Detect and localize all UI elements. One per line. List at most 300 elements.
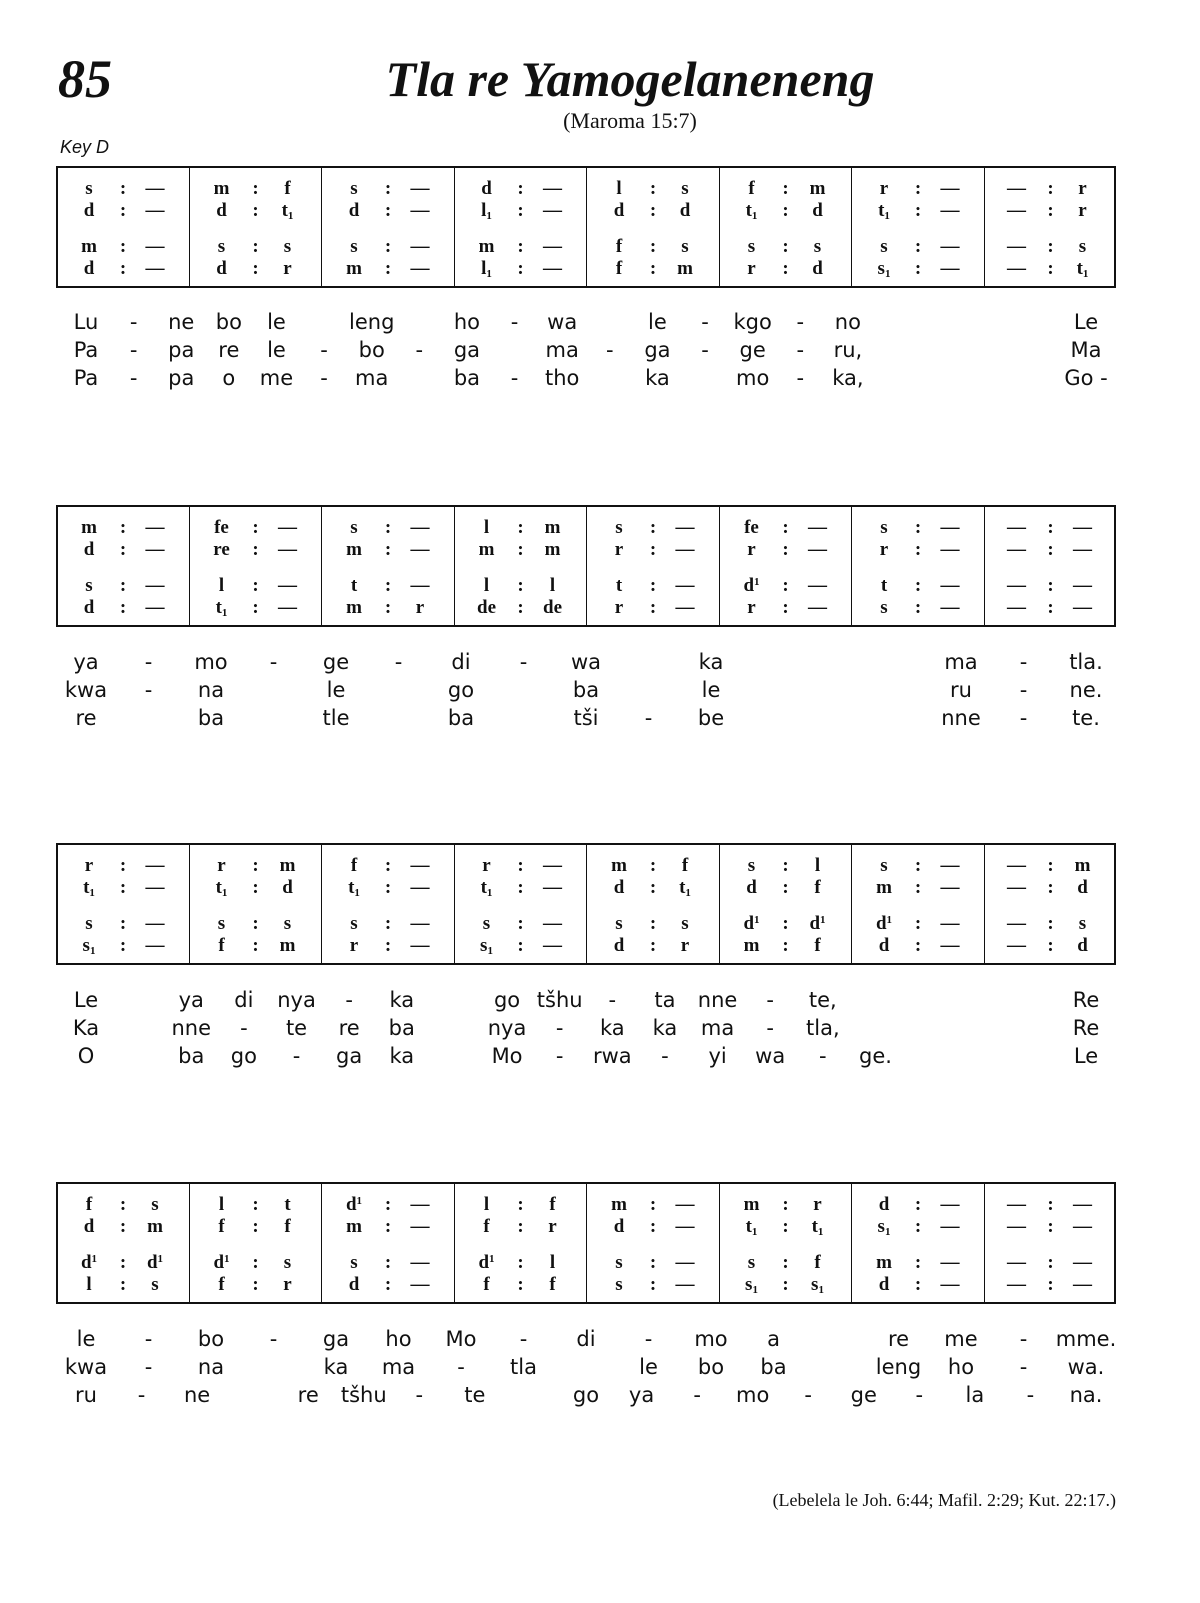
lyric-syllable: wa. [1067,1355,1105,1379]
lyric-syllable: ba [760,1355,787,1379]
lyric-syllable: tho [544,366,580,390]
note-cell [58,877,191,899]
note-right: s [283,1252,292,1273]
lyric-syllable: di [451,650,471,674]
lyric-hyphen: - [129,338,138,362]
lyric-hyphen: - [510,310,519,334]
note-right: — [675,539,695,560]
note-cell [191,236,324,258]
lyric-hyphen: - [766,1016,774,1040]
note-left: — [1007,539,1026,560]
lyric-hyphen: - [693,1383,701,1407]
note-right: — [410,1252,430,1273]
note-right: — [940,1216,960,1237]
lyric-hyphen: - [555,1016,564,1040]
note-colon: : [649,1194,657,1215]
lyric-syllable: ge [739,338,766,362]
note-cell [721,575,854,597]
note-left: $t_1$ [215,877,228,899]
note-right: f [549,1194,556,1215]
note-right: — [1073,517,1092,538]
lyric-syllable: le [701,678,721,702]
lyric-syllable: Mo [491,1044,523,1068]
note-cell [191,539,324,561]
note-colon: : [782,1216,789,1237]
note-colon: : [914,575,922,596]
note-right: — [278,597,297,618]
lyric-syllable: me [944,1327,978,1351]
note-colon: : [119,935,127,956]
note-cell [721,935,854,957]
note-colon: : [782,236,789,257]
lyric-line [56,678,1120,704]
note-right: — [410,258,430,279]
note-right: — [278,539,297,560]
note-left: $d^1$ [345,1194,363,1215]
note-colon: : [119,178,127,199]
note-right: f [549,1274,556,1295]
note-colon: : [517,575,524,596]
note-left: — [1007,258,1026,279]
note-colon: : [384,539,392,560]
note-colon: : [119,1274,127,1295]
note-right: r [415,597,425,618]
note-cell [588,1274,721,1296]
lyric-syllable: ne. [1069,678,1103,702]
note-left: d [878,935,890,956]
note-right: d [812,200,823,221]
note-right: — [145,200,165,221]
note-right: — [808,575,827,596]
note-left: d [613,1216,625,1237]
note-right: f [814,935,821,956]
note-cell [986,539,1119,561]
lyric-syllable: bo [215,310,242,334]
note-cell [986,258,1119,280]
lyric-hyphen: - [608,988,617,1012]
note-cell [456,1194,589,1216]
lyric-syllable: re [75,706,97,730]
lyric-syllable: ma [944,650,978,674]
lyric-syllable: kgo [733,310,772,334]
lyric-hyphen: - [415,1383,424,1407]
note-cell [588,597,721,619]
staff-system-4 [56,1182,1116,1304]
note-cell [986,575,1119,597]
note-left: d [878,1194,890,1215]
note-left: l [616,178,622,199]
note-right: — [543,935,562,956]
lyric-hyphen: - [796,310,805,334]
note-left: m [478,539,495,560]
note-right: — [940,539,960,560]
note-cell [588,1252,721,1274]
note-left: — [1007,855,1026,876]
note-colon: : [1047,517,1054,538]
note-colon: : [119,597,127,618]
note-cell [853,1216,986,1238]
note-cell [58,575,191,597]
note-cell [191,258,324,280]
note-colon: : [914,877,922,898]
note-left: de [477,597,496,618]
note-colon: : [914,517,922,538]
note-colon: : [914,258,922,279]
note-right: — [940,1274,960,1295]
lyric-syllable: go [572,1383,600,1407]
note-right: l [814,855,821,876]
lyric-hyphen: - [661,1044,669,1068]
note-right: f [814,877,821,898]
lyric-syllable: tle [322,706,350,730]
note-cell [456,855,589,877]
note-left: s [747,855,756,876]
lyric-syllable: le [267,310,286,334]
lyric-syllable: te [464,1383,486,1407]
note-cell [323,597,456,619]
note-colon: : [914,236,922,257]
note-cell [986,877,1119,899]
lyric-syllable: Re [1072,1016,1100,1040]
note-colon: : [782,1194,789,1215]
note-right: — [145,258,165,279]
note-left: d [348,1274,360,1295]
lyric-syllable: go [493,988,521,1012]
note-left: — [1007,1252,1026,1273]
note-colon: : [384,236,392,257]
note-colon: : [119,517,127,538]
note-colon: : [119,200,127,221]
note-colon: : [649,1252,657,1273]
note-left: l [483,517,490,538]
note-colon: : [517,877,524,898]
note-cell [323,1216,456,1238]
note-right: — [808,597,827,618]
note-right: — [410,935,430,956]
note-right: — [808,517,827,538]
note-colon: : [914,1194,922,1215]
note-colon: : [517,539,524,560]
note-right: d [812,258,823,279]
note-right: f [814,1252,821,1273]
note-right: — [940,855,960,876]
note-cell [191,1252,324,1274]
lyric-hyphen: - [510,366,519,390]
note-left: fe [214,517,229,538]
lyric-syllable: nne [941,706,981,730]
lyric-syllable: ru [950,678,972,702]
lyric-syllable: di [234,988,254,1012]
lyric-line [56,310,1120,336]
note-right: $t_1$ [1076,258,1089,280]
note-cell [58,1216,191,1238]
note-right: $t_1$ [679,877,691,899]
lyric-hyphen: - [819,1044,827,1068]
note-cell [986,200,1119,222]
note-cell [58,935,191,957]
lyric-syllable: ma [545,338,579,362]
note-cell [191,877,324,899]
note-cell [721,913,854,935]
note-colon: : [1047,236,1054,257]
lyric-syllable: ba [453,366,481,390]
note-right: — [278,517,297,538]
lyric-syllable: no [834,310,861,334]
note-right: — [1073,1194,1092,1215]
note-right: — [145,855,165,876]
lyric-hyphen: - [1019,1355,1028,1379]
note-cell [721,200,854,222]
lyric-syllable: re [297,1383,319,1407]
note-colon: : [914,855,922,876]
note-cell [456,575,589,597]
note-left: d [83,258,95,279]
note-left: d [348,200,360,221]
note-colon: : [914,1274,922,1295]
note-cell [588,200,721,222]
note-cell [853,913,986,935]
note-colon: : [1047,1216,1054,1237]
lyric-syllable: re [218,338,240,362]
note-cell [456,517,589,539]
note-colon: : [517,236,524,257]
lyric-syllable: ka [389,1044,415,1068]
lyric-hyphen: - [1019,650,1028,674]
lyric-line [56,338,1120,364]
lyric-syllable: ya [178,988,204,1012]
note-right: r [813,1194,822,1215]
note-left: d [613,877,625,898]
note-left: s [482,913,491,934]
note-colon: : [1047,258,1054,279]
note-left: $d^1$ [80,1252,98,1273]
note-right: m [1074,855,1091,876]
lyric-syllable: be [697,706,725,730]
note-left: — [1007,236,1026,257]
lyric-hyphen: - [240,1016,248,1040]
note-right: $d^1$ [146,1252,164,1273]
lyric-syllable: ma [381,1355,416,1379]
lyric-syllable: rwa [592,1044,632,1068]
note-left: d [746,877,757,898]
note-right: d [679,200,691,221]
note-cell [58,1194,191,1216]
lyric-syllable: le [326,678,346,702]
note-cell [323,1274,456,1296]
note-left: m [611,855,627,876]
note-left: l [86,1274,92,1295]
lyric-syllable: mo [736,1383,770,1407]
note-left: $t_1$ [745,1216,758,1238]
note-right: — [543,913,562,934]
note-left: r [349,935,359,956]
lyric-syllable: nne [171,1016,212,1040]
note-right: — [675,1252,695,1273]
note-right: — [675,1216,695,1237]
lyric-hyphen: - [320,366,328,390]
lyric-syllable: kwa [64,1355,108,1379]
note-colon: : [1047,178,1054,199]
note-cell [456,913,589,935]
note-colon: : [119,1252,127,1273]
lyric-syllable: na [197,678,225,702]
note-right: — [940,935,960,956]
note-right: — [940,236,960,257]
lyric-hyphen: - [644,706,653,730]
note-left: s [350,178,358,199]
lyric-syllable: le [639,1355,658,1379]
note-colon: : [384,1194,392,1215]
note-cell [323,258,456,280]
note-right: f [284,178,291,199]
note-colon: : [119,539,127,560]
note-left: f [615,236,623,257]
note-left: d [83,1216,95,1237]
lyric-syllable: le [648,310,667,334]
note-colon: : [649,935,657,956]
lyric-hyphen: - [144,678,153,702]
note-left: r [747,539,756,560]
lyric-syllable: ba [447,706,475,730]
lyric-syllable: tla [510,1355,537,1379]
lyric-hyphen: - [1026,1383,1035,1407]
note-colon: : [782,855,789,876]
lyric-hyphen: - [137,1383,146,1407]
lyric-syllable: re [338,1016,360,1040]
note-left: r [614,539,624,560]
lyric-syllable: bo [358,338,385,362]
note-right: — [940,517,960,538]
note-cell [853,935,986,957]
note-left: $s_1$ [877,1216,891,1238]
lyric-syllable: ho [453,310,481,334]
lyric-syllable: la [965,1383,985,1407]
note-colon: : [384,1252,392,1273]
note-right: s [151,1274,159,1295]
note-left: s [85,178,93,199]
lyric-syllable: Ma [1070,338,1102,362]
note-cell [853,517,986,539]
note-colon: : [782,575,789,596]
note-right: r [283,258,292,279]
note-right: — [1073,1252,1092,1273]
note-colon: : [119,258,127,279]
note-left: — [1007,517,1026,538]
lyric-syllable: ru [75,1383,97,1407]
note-cell [323,517,456,539]
note-right: — [410,855,430,876]
note-left: s [217,913,226,934]
note-cell [323,1252,456,1274]
note-left: r [614,597,624,618]
note-colon: : [252,258,259,279]
lyric-syllable: ka [323,1355,349,1379]
note-left: f [218,1274,225,1295]
lyric-syllable: Go - [1064,366,1108,390]
note-colon: : [649,575,657,596]
note-colon: : [782,935,789,956]
note-left: t [615,575,623,596]
note-right: f [681,855,689,876]
note-left: f [350,855,358,876]
note-colon: : [1047,200,1054,221]
note-right: — [145,575,165,596]
note-left: $s_1$ [82,935,96,957]
note-cell [986,178,1119,200]
note-left: $s_1$ [745,1274,758,1296]
staff-system-3 [56,843,1116,965]
key-signature: Key D [60,137,110,157]
note-right: — [543,258,562,279]
note-left: m [346,258,362,279]
lyric-line [56,706,1120,732]
note-cell [323,539,456,561]
note-cell [986,1252,1119,1274]
note-cell [456,935,589,957]
note-colon: : [384,935,392,956]
note-right: — [940,200,960,221]
lyric-syllable: te [285,1016,308,1040]
note-cell [58,1252,191,1274]
note-right: — [410,178,430,199]
note-left: r [747,258,756,279]
note-left: r [879,539,889,560]
note-colon: : [1047,1194,1054,1215]
note-colon: : [252,1194,259,1215]
note-colon: : [252,178,259,199]
note-right: r [680,935,690,956]
lyric-syllable: Lu [73,310,99,334]
note-colon: : [517,178,524,199]
note-cell [588,1216,721,1238]
note-right: — [543,178,562,199]
note-right: — [145,935,165,956]
note-right: s [1078,913,1087,934]
note-left: m [81,236,97,257]
note-cell [191,913,324,935]
note-right: — [410,913,430,934]
note-left: f [483,1274,490,1295]
note-cell [191,178,324,200]
note-cell [588,575,721,597]
note-right: — [1073,539,1092,560]
note-colon: : [119,877,127,898]
note-cell [986,913,1119,935]
note-right: — [1073,1274,1092,1295]
note-left: s [747,1252,756,1273]
lyric-hyphen: - [804,1383,813,1407]
note-cell [986,1216,1119,1238]
note-colon: : [384,913,392,934]
note-colon: : [252,575,259,596]
note-cell [853,855,986,877]
lyric-line [56,1044,1120,1070]
note-left: l [218,575,225,596]
note-right: — [145,877,165,898]
lyric-hyphen: - [701,338,709,362]
note-right: — [940,178,960,199]
note-cell [58,236,191,258]
note-right: m [147,1216,163,1237]
lyric-hyphen: - [415,338,424,362]
note-colon: : [384,855,392,876]
note-colon: : [517,935,524,956]
note-right: s [681,178,689,199]
note-right: f [284,1216,291,1237]
note-colon: : [649,236,657,257]
note-colon: : [649,517,657,538]
note-left: $l_1$ [481,200,492,222]
